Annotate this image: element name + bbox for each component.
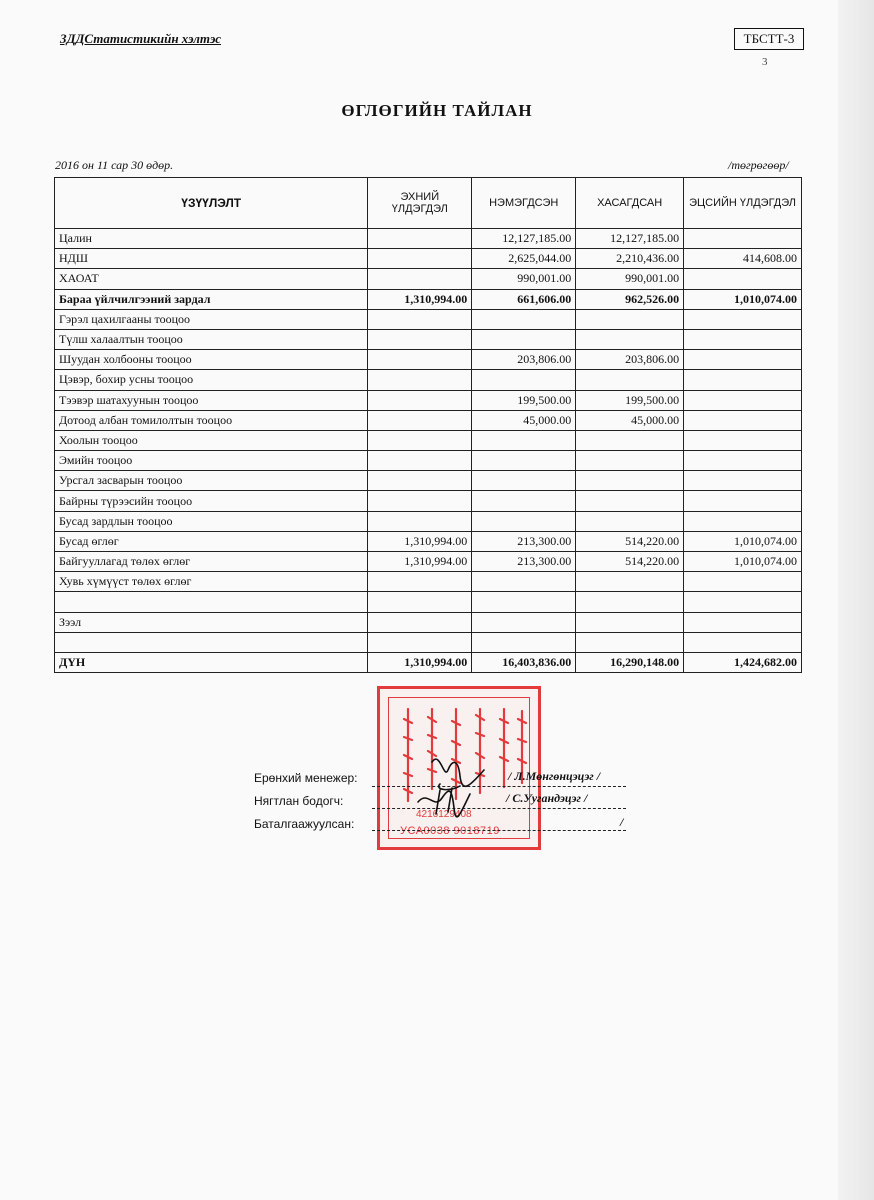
cell-added: 199,500.00 [472, 390, 576, 410]
table-header-row [55, 178, 802, 229]
table-row [55, 329, 802, 349]
table-row [55, 652, 802, 672]
cell-start [368, 592, 472, 612]
cell-start: 1,310,994.00 [368, 289, 472, 309]
cell-subtracted [576, 451, 684, 471]
cell-start: 1,310,994.00 [368, 552, 472, 572]
table-row [55, 471, 802, 491]
cell-subtracted: 199,500.00 [576, 390, 684, 410]
table-row [55, 370, 802, 390]
cell-subtracted: 514,220.00 [576, 531, 684, 551]
currency-unit: /төгрөгөөр/ [728, 158, 789, 172]
report-title: ӨГЛӨГИЙН ТАЙЛАН [341, 101, 533, 120]
cell-added [472, 451, 576, 471]
cell-label: Гэрэл цахилгааны тооцоо [55, 309, 368, 329]
cell-end [684, 350, 802, 370]
cell-added: 661,606.00 [472, 289, 576, 309]
cell-label: ХАОАТ [55, 269, 368, 289]
cell-end [684, 229, 802, 249]
cell-end [684, 612, 802, 632]
cell-start [368, 229, 472, 249]
cell-added: 990,001.00 [472, 269, 576, 289]
cell-end [684, 632, 802, 652]
cell-label: Эмийн тооцоо [55, 451, 368, 471]
cell-label: НДШ [55, 249, 368, 269]
cell-start [368, 370, 472, 390]
cell-start [368, 269, 472, 289]
cell-added [472, 511, 576, 531]
cell-subtracted [576, 430, 684, 450]
cell-label: Түлш халаалтын тооцоо [55, 329, 368, 349]
cell-start [368, 491, 472, 511]
table-row [55, 451, 802, 471]
table-row [55, 592, 802, 612]
cell-start [368, 471, 472, 491]
cell-start [368, 430, 472, 450]
cell-label [55, 592, 368, 612]
cell-end [684, 511, 802, 531]
page-edge-shadow [838, 0, 874, 1200]
cell-subtracted [576, 491, 684, 511]
handwritten-signatures [400, 740, 510, 835]
cell-start [368, 350, 472, 370]
cell-start [368, 249, 472, 269]
cell-label: Цэвэр, бохир усны тооцоо [55, 370, 368, 390]
table-row [55, 410, 802, 430]
cell-end: 1,010,074.00 [684, 289, 802, 309]
cell-label: Дотоод албан томилолтын тооцоо [55, 410, 368, 430]
cell-end [684, 592, 802, 612]
cell-subtracted [576, 471, 684, 491]
cell-end [684, 471, 802, 491]
stamp-code: УСА0038 9018719 [400, 825, 500, 837]
cell-added [472, 612, 576, 632]
signature-name-manager: / Л.Мөнгөнцэцэг / [508, 769, 601, 783]
cell-subtracted [576, 511, 684, 531]
cell-start [368, 390, 472, 410]
cell-label: Хоолын тооцоо [55, 430, 368, 450]
header-end-balance: ЭЦСИЙН ҮЛДЭГДЭЛ [684, 178, 802, 229]
cell-label: Шуудан холбооны тооцоо [55, 350, 368, 370]
cell-subtracted [576, 370, 684, 390]
signature-name-verified: / [620, 815, 624, 829]
cell-start [368, 410, 472, 430]
cell-added: 12,127,185.00 [472, 229, 576, 249]
cell-added [472, 592, 576, 612]
cell-end [684, 269, 802, 289]
table-row [55, 390, 802, 410]
cell-end: 1,424,682.00 [684, 652, 802, 672]
cell-label: Байгууллагад төлөх өглөг [55, 552, 368, 572]
cell-start [368, 329, 472, 349]
header-indicator: ҮЗҮҮЛЭЛТ [55, 178, 368, 229]
cell-end: 414,608.00 [684, 249, 802, 269]
cell-added: 45,000.00 [472, 410, 576, 430]
cell-added [472, 471, 576, 491]
stamp-number: 4216129408 [416, 809, 472, 820]
payables-table [54, 177, 802, 673]
cell-label: ДҮН [55, 652, 368, 672]
cell-added [472, 370, 576, 390]
cell-start [368, 309, 472, 329]
cell-subtracted [576, 632, 684, 652]
cell-added [472, 572, 576, 592]
page-mark: 3 [762, 56, 768, 68]
signature-label-accountant: Нягтлан бодогч: [254, 794, 344, 808]
cell-added [472, 632, 576, 652]
cell-label: Бараа үйлчилгээний зардал [55, 289, 368, 309]
cell-subtracted: 16,290,148.00 [576, 652, 684, 672]
table-row [55, 491, 802, 511]
cell-added: 203,806.00 [472, 350, 576, 370]
cell-end [684, 491, 802, 511]
cell-end [684, 410, 802, 430]
table-row [55, 572, 802, 592]
cell-start: 1,310,994.00 [368, 531, 472, 551]
signature-label-verified: Баталгаажуулсан: [254, 817, 355, 831]
cell-end [684, 451, 802, 471]
cell-label: Тээвэр шатахуунын тооцоо [55, 390, 368, 410]
cell-label: Байрны түрээсийн тооцоо [55, 491, 368, 511]
cell-subtracted: 203,806.00 [576, 350, 684, 370]
cell-added: 2,625,044.00 [472, 249, 576, 269]
cell-added [472, 329, 576, 349]
cell-label: Зээл [55, 612, 368, 632]
cell-start: 1,310,994.00 [368, 652, 472, 672]
table-row [55, 229, 802, 249]
cell-start [368, 632, 472, 652]
cell-end: 1,010,074.00 [684, 552, 802, 572]
cell-added [472, 491, 576, 511]
table-row [55, 309, 802, 329]
cell-subtracted: 12,127,185.00 [576, 229, 684, 249]
cell-added: 16,403,836.00 [472, 652, 576, 672]
cell-subtracted: 514,220.00 [576, 552, 684, 572]
cell-start [368, 612, 472, 632]
table-row [55, 289, 802, 309]
cell-subtracted [576, 572, 684, 592]
cell-label: Хувь хүмүүст төлөх өглөг [55, 572, 368, 592]
cell-subtracted [576, 612, 684, 632]
header-subtracted: ХАСАГДСАН [576, 178, 684, 229]
cell-start [368, 511, 472, 531]
table-row [55, 632, 802, 652]
cell-start [368, 451, 472, 471]
cell-label: Урсгал засварын тооцоо [55, 471, 368, 491]
cell-subtracted: 962,526.00 [576, 289, 684, 309]
organization-name: ЗДДСтатистикийн хэлтэс [60, 31, 221, 46]
cell-start [368, 572, 472, 592]
cell-label [55, 632, 368, 652]
cell-end [684, 430, 802, 450]
cell-label: Бусад өглөг [55, 531, 368, 551]
cell-added [472, 309, 576, 329]
cell-subtracted [576, 309, 684, 329]
table-row [55, 350, 802, 370]
cell-end [684, 329, 802, 349]
header-start-balance: ЭХНИЙ ҮЛДЭГДЭЛ [368, 178, 472, 229]
table-row [55, 511, 802, 531]
table-row [55, 249, 802, 269]
table-row [55, 269, 802, 289]
cell-subtracted: 45,000.00 [576, 410, 684, 430]
cell-end [684, 309, 802, 329]
signature-label-manager: Ерөнхий менежер: [254, 771, 358, 785]
signature-name-accountant: / С.Уугандэцэг / [506, 791, 588, 805]
cell-added: 213,300.00 [472, 552, 576, 572]
table-row [55, 531, 802, 551]
cell-added [472, 430, 576, 450]
cell-subtracted [576, 592, 684, 612]
cell-label: Цалин [55, 229, 368, 249]
report-date: 2016 он 11 сар 30 өдөр. [55, 158, 174, 172]
table-row [55, 552, 802, 572]
cell-subtracted: 990,001.00 [576, 269, 684, 289]
table-body [55, 229, 802, 673]
cell-end [684, 370, 802, 390]
cell-added: 213,300.00 [472, 531, 576, 551]
table-row [55, 612, 802, 632]
header-added: НЭМЭГДСЭН [472, 178, 576, 229]
cell-label: Бусад зардлын тооцоо [55, 511, 368, 531]
form-code: ТБСТТ-3 [734, 28, 804, 50]
cell-subtracted: 2,210,436.00 [576, 249, 684, 269]
cell-subtracted [576, 329, 684, 349]
cell-end: 1,010,074.00 [684, 531, 802, 551]
cell-end [684, 572, 802, 592]
table-row [55, 430, 802, 450]
cell-end [684, 390, 802, 410]
